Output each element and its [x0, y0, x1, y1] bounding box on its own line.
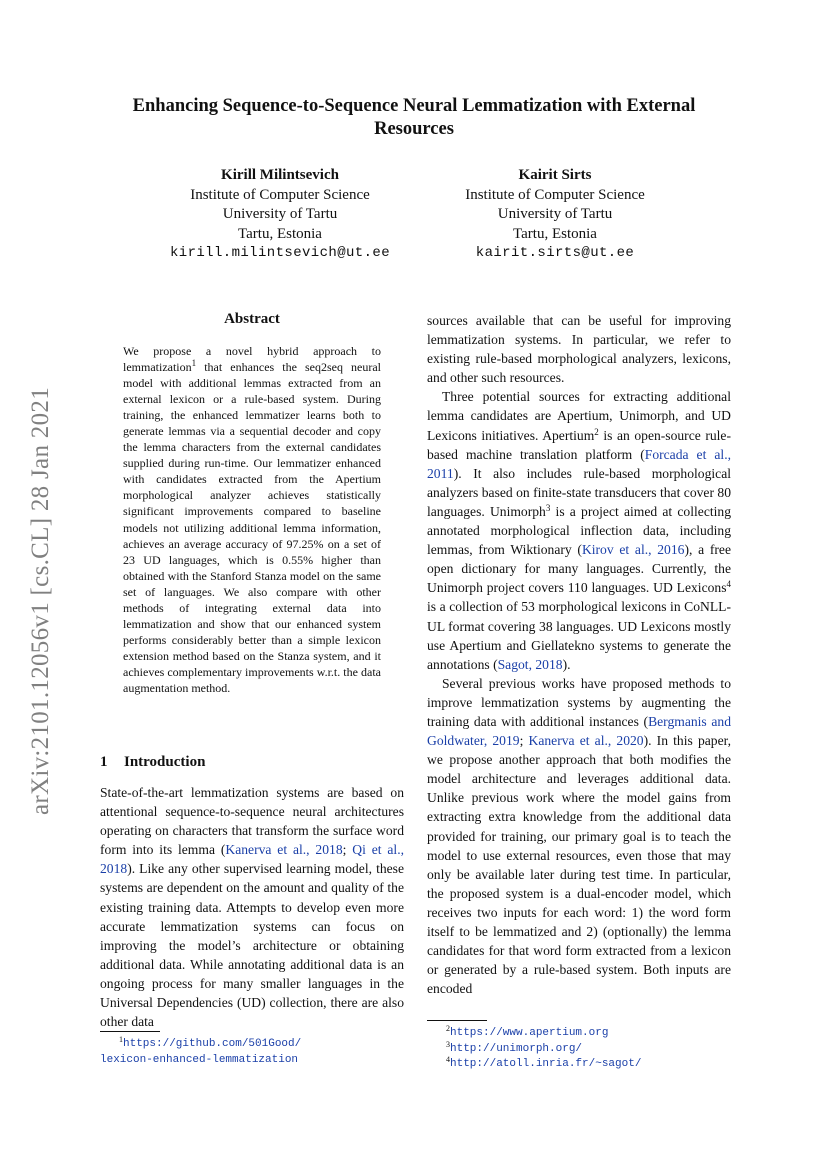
arxiv-identifier: arXiv:2101.12056v1 [cs.CL] 28 Jan 2021 — [27, 386, 55, 816]
body-text: Three potential sources for extracting additional lemma candidates are Apertium, Unimorph, and UD Lexicons initiatives. Apertium — [427, 389, 731, 443]
footnote-number: 2 — [446, 1024, 450, 1033]
body-text: is a project aimed at collecting annotated morphological inflection data, including lemmas, from Wiktionary ( — [427, 503, 731, 558]
body-text: ), a free open dictionary for many languages. Currently, the Unimorph project covers 110 languages. UD Lexicons — [427, 542, 731, 596]
author-email: kirill.milintsevich@ut.ee — [169, 245, 391, 261]
author-institute: Institute of Computer Science — [465, 186, 645, 203]
abstract-text-part: We propose a novel hybrid approach to lemmatization — [123, 344, 381, 375]
author-name: Kairit Sirts — [518, 167, 592, 183]
body-text: ; — [519, 733, 529, 749]
author-email: kairit.sirts@ut.ee — [475, 245, 635, 261]
author-2 — [410, 166, 700, 264]
author-1 — [140, 166, 420, 264]
section-number: 1 — [100, 754, 108, 770]
introduction-right-column — [427, 311, 731, 998]
footnote-item — [446, 1025, 641, 1041]
footnote-url-link[interactable]: http://atoll.inria.fr/~sagot/ — [450, 1058, 642, 1071]
body-text: Several previous works have proposed methods to improve lemmatization systems by augmenting the training data with additional instances ( — [427, 675, 731, 729]
footnote-marker[interactable]: 4 — [726, 579, 731, 590]
footnote-url-link[interactable]: https://github.com/501Good/ — [123, 1038, 302, 1050]
citation-link[interactable]: Kirov et al., 2016 — [581, 542, 685, 558]
footnote-rule-right — [427, 1020, 487, 1021]
citation-link[interactable]: Qi et al., 2018 — [100, 842, 404, 877]
footnote-url-link[interactable]: https://www.apertium.org — [450, 1027, 609, 1039]
section-title: Introduction — [124, 754, 206, 770]
body-text: ; — [342, 842, 353, 858]
paper-title: Enhancing Sequence-to-Sequence Neural Lemmatization with External Resources — [132, 96, 696, 139]
introduction-left-column — [100, 783, 404, 1031]
body-text: ). Like any other supervised learning model, these systems are dependent on the amount and quality of the existing training data. Attempts to develop even more accurate lemmatization systems can focus on improving the model’s architecture or obtaining additional data. While annotating additional data is an ongoing process for many smaller languages in the Universal Dependencies (UD) collection, there are also other data — [100, 861, 404, 1030]
author-name: Kirill Milintsevich — [221, 167, 339, 183]
footnote-rule-left — [100, 1031, 160, 1032]
footnote-url-link[interactable]: http://unimorph.org/ — [450, 1042, 583, 1055]
footnote-number: 1 — [119, 1035, 123, 1044]
footnote-item-continued — [100, 1052, 301, 1068]
abstract-paragraph — [123, 343, 381, 696]
body-paragraph — [100, 783, 404, 1031]
citation-link[interactable]: Forcada et al., 2011 — [427, 446, 731, 481]
footnote-marker[interactable]: 3 — [545, 502, 551, 513]
footnote-item — [446, 1056, 641, 1072]
citation-link[interactable]: Sagot, 2018 — [497, 656, 563, 672]
author-location: Tartu, Estonia — [513, 225, 597, 242]
body-text: is a collection of 53 morphological lexicons in CoNLL-UL format covering 38 languages. UD Lexicons mostly use Apertium and Giellatekno systems to generate the annotations ( — [427, 599, 731, 672]
section-heading-introduction — [100, 754, 404, 771]
body-text: State-of-the-art lemmatization systems are based on attentional sequence-to-sequence neural architectures operating on characters that transform the surface word form into its lemma ( — [100, 785, 404, 858]
footnote-url-link[interactable]: lexicon-enhanced-lemmatization — [100, 1053, 299, 1066]
footnote-marker[interactable]: 2 — [594, 426, 599, 437]
footnote-marker: 1 — [191, 358, 197, 369]
abstract-text-part: that enhances the seq2seq neural model with additional lemmas extracted from an external lexicon or a rule-based system. During training, the enhanced lemmatizer learns both to generate lemmas via a sequential decoder and copy the lemma characters from the external candidates supplied during run-time. Our lemmatizer enhanced with candidates extracted from the Apertium morphological analyzer achieves statistically significant improvements compared to baseline models not utilizing additional lemma information, achieves an average accuracy of 97.25% on a set of 23 UD languages, which is 0.55% higher than obtained with the Stanford Stanza model on the same set of languages. We also compare with other methods of integrating external data into lemmatization and show that our enhanced system performs considerably better than a simple lexicon extension method based on the Stanza system, and it achieves complementary improvements w.r.t. the data augmentation method. — [123, 360, 381, 695]
abstract-text — [123, 343, 381, 696]
footnote-item — [100, 1036, 301, 1052]
abstract-heading: Abstract — [224, 311, 280, 327]
citation-link[interactable]: Bergmanis and Goldwater, 2019 — [427, 713, 731, 749]
arxiv-stamp — [18, 336, 64, 866]
body-paragraph — [427, 387, 731, 673]
footnotes-right — [446, 1025, 641, 1072]
author-location: Tartu, Estonia — [238, 225, 322, 242]
citation-link[interactable]: Kanerva et al., 2020 — [528, 733, 644, 749]
footnote-number: 4 — [446, 1055, 450, 1065]
citation-link[interactable]: Kanerva et al., 2018 — [225, 842, 343, 858]
body-text: ). — [562, 656, 571, 672]
author-university: University of Tartu — [497, 206, 613, 222]
footnotes-left — [100, 1036, 301, 1067]
author-institute: Institute of Computer Science — [190, 186, 370, 203]
body-text: is an open-source rule-based machine translation platform ( — [427, 427, 731, 462]
body-text: ). It also includes rule-based morphological analyzers based on finite-state transducers that cover 80 languages. Unimorph — [427, 465, 731, 519]
body-paragraph — [427, 674, 731, 999]
footnote-number: 3 — [446, 1039, 450, 1049]
body-text: ). In this paper, we propose another approach that both modifies the model architecture and leverages additional data. Unlike previous work where the model gains from extracting extra knowledge from the additional data provided for training, our primary goal is to teach the model to use external resources, even those that may only be available later during test time. In particular, the proposed system is a dual-encoder model, which receives two inputs for each word: 1) the word form itself to be lemmatized and 2) (optionally) the lemma candidates for that word form extracted from a lexicon or generated by a rule-based system. Both inputs are encoded — [427, 733, 731, 997]
body-paragraph: sources available that can be useful for improving lemmatization systems. In particular, we refer to existing rule-based morphological analyzers, lexicons, and other such resources. — [427, 313, 731, 386]
author-university: University of Tartu — [222, 206, 338, 222]
footnote-item — [446, 1041, 641, 1057]
